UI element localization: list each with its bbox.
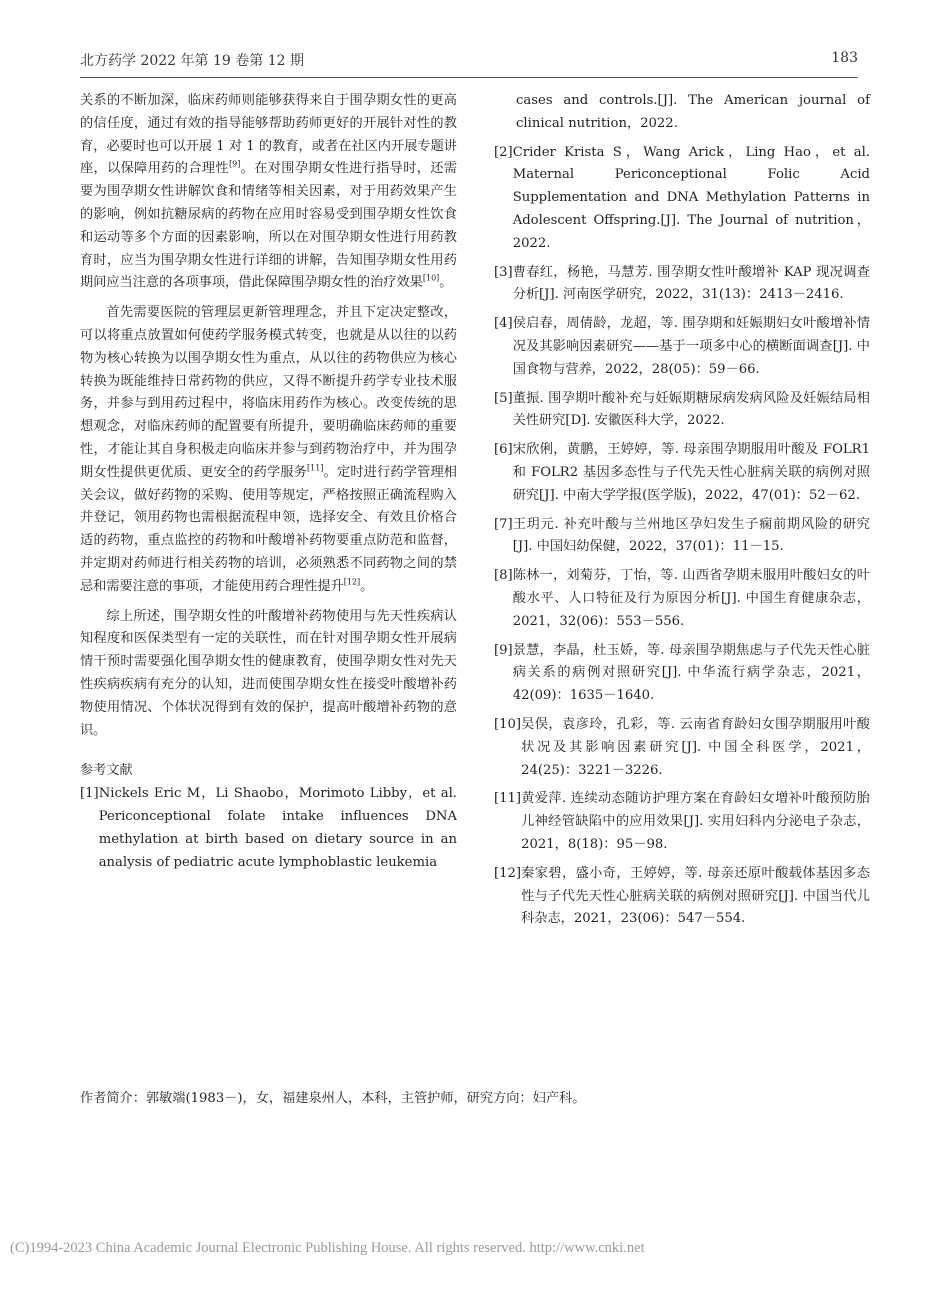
citation-marker: [9] <box>228 160 241 169</box>
page-number: 183 <box>831 50 858 66</box>
reference-item: [12] 秦家碧，盛小奇，王婷婷，等. 母亲还原叶酸载体基因多态性与子代先天性心脏病关联的病例对照研究[J]. 中国当代儿科杂志，2021，23(06)：547－554. <box>494 865 870 927</box>
reference-item: [9] 景慧，李晶，杜玉娇，等. 母亲围孕期焦虑与子代先天性心脏病关系的病例对照研究[J]. 中华流行病学杂志，2021，42(09)：1635－1640. <box>494 642 870 704</box>
body-paragraph: 综上所述，围孕期女性的叶酸增补药物使用与先天性疾病认知程度和医保类型有一定的关联性，而在针对围孕期女性开展病情干预时需要强化围孕期女性的健康教育，使围孕期女性对先天性疾病疾病有充分的认知，进而使围孕期女性在接受叶酸增补药物使用情况、个体状况得到有效的保护，提高叶酸增补药物的意识。 <box>80 608 457 738</box>
reference-item: [8] 陈林一，刘菊芬，丁怡，等. 山西省孕期未服用叶酸妇女的叶酸水平、人口特征及行为原因分析[J]. 中国生育健康杂志，2021，32(06)：553－556. <box>494 568 870 629</box>
reference-item: [1] Nickels Eric M，Li Shaobo，Morimoto Libby，et al. Periconceptional folate intake influences DNA methylation at birth based on dietary source in an analysis of pediatric acute lymphoblastic leukemia <box>80 786 457 870</box>
reference-item: [10] 吴俣，袁彦玲，孔彩，等. 云南省育龄妇女围孕期服用叶酸状况及其影响因素研究[J]. 中国全科医学，2021，24(25)：3221－3226. <box>494 716 870 778</box>
header-rule <box>80 77 858 78</box>
copyright-footer: (C)1994-2023 China Academic Journal Electronic Publishing House. All rights reserved. http://www.cnki.net <box>10 1240 645 1256</box>
reference-item-continued: cases and controls.[J]. The American journal of clinical nutrition，2022. <box>516 93 870 131</box>
reference-item: [3] 曹春红，杨艳，马慧芳. 围孕期女性叶酸增补 KAP 现况调查分析[J]. 河南医学研究，2022，31(13)：2413－2416. <box>494 264 870 303</box>
citation-marker: [11] <box>307 463 324 473</box>
reference-item: [4] 侯启春，周倩龄，龙超，等. 围孕期和妊娠期妇女叶酸增补情况及其影响因素研究——基于一项多中心的横断面调查[J]. 中国食物与营养，2022，28(05)：59－66. <box>494 316 870 377</box>
reference-item: [11] 黄爱萍. 连续动态随访护理方案在育龄妇女增补叶酸预防胎儿神经管缺陷中的应用效果[J]. 实用妇科内分泌电子杂志，2021，8(18)：95－98. <box>494 791 870 852</box>
journal-issue-title: 北方药学 2022 年第 19 卷第 12 期 <box>80 53 304 69</box>
author-bio: 作者简介：郭敏端(1983－)，女，福建泉州人，本科，主管护师，研究方向：妇产科。 <box>80 1091 586 1106</box>
reference-item: [7] 王玥元. 补充叶酸与兰州地区孕妇发生子痫前期风险的研究[J]. 中国妇幼保健，2022，37(01)：11－15. <box>494 516 870 555</box>
left-column <box>80 90 457 874</box>
reference-item: [2] Crider Krista S，Wang Arick，Ling Hao，et al. Maternal Periconceptional Folic Acid Supplementation and DNA Methylation Patterns in Adolescent Offspring.[J]. The Journal of nutrition，2022. <box>494 144 870 251</box>
reference-item: [6] 宋欣俐，黄鹏，王婷婷，等. 母亲围孕期服用叶酸及 FOLR1 和 FOLR2 基因多态性与子代先天性心脏病关联的病例对照研究[J]. 中南大学学报(医学版)，2022，47(01)：52－62. <box>494 442 870 503</box>
references-heading: 参考文献 <box>80 763 133 779</box>
body-paragraph: 首先需要医院的管理层更新管理理念，并且下定决定整改，可以将重点放置如何使药学服务模式转变，也就是从以往的以药物为核心转换为以围孕期女性为重点，从以往的药物供应为核心转换为既能维持日常药物的供应，又得不断提升药学专业技术服务，并参与到用药过程中，将临床用药作为核心。改变传统的思想观念，对临床药师的配置要有所提升，要明确临床药师的重要性，才能让其自身积极走向临床并参与到药物治疗中，并为围孕期女性提供更优质、更安全的药学服务[11]。定时进行药学管理相关会议，做好药物的采购、使用等规定，严格按照正确流程购入并登记，领用药物也需根据流程申领，选择安全、有效且价格合适的药物，重点监控的药物和叶酸增补药物要重点防范和监督，并定期对药师进行相关药物的培训，必须熟悉不同药物之间的禁忌和需要注意的事项，才能使用药合理性提升[12]。 <box>80 305 457 594</box>
reference-item: [5] 董振. 围孕期叶酸补充与妊娠期糖尿病发病风险及妊娠结局相关性研究[D]. 安徽医科大学，2022. <box>494 390 870 429</box>
right-column <box>494 90 870 931</box>
running-header <box>80 50 858 72</box>
citation-marker: [12] <box>343 577 361 587</box>
citation-marker: [10] <box>422 273 440 283</box>
body-paragraph: 关系的不断加深，临床药师则能够获得来自于围孕期女性的更高的信任度，通过有效的指导能够帮助药师更好的开展针对性的教育，必要时也可以开展 1 对 1 的教育，或者在社区内开展专题讲座，以保障用药的合理性[9]。在对围孕期女性进行指导时，还需要为围孕期女性讲解饮食和情绪等相关因素，对于用药效果产生的影响，例如抗糖尿病的药物在应用时容易受到围孕期女性饮食和运动等多个方面的因素影响，所以在对围孕期女性进行用药教育时，应当为围孕期女性进行详细的讲解，告知围孕期女性用药期间应当注意的各项事项，借此保障围孕期女性的治疗效果[10]。 <box>80 93 458 291</box>
